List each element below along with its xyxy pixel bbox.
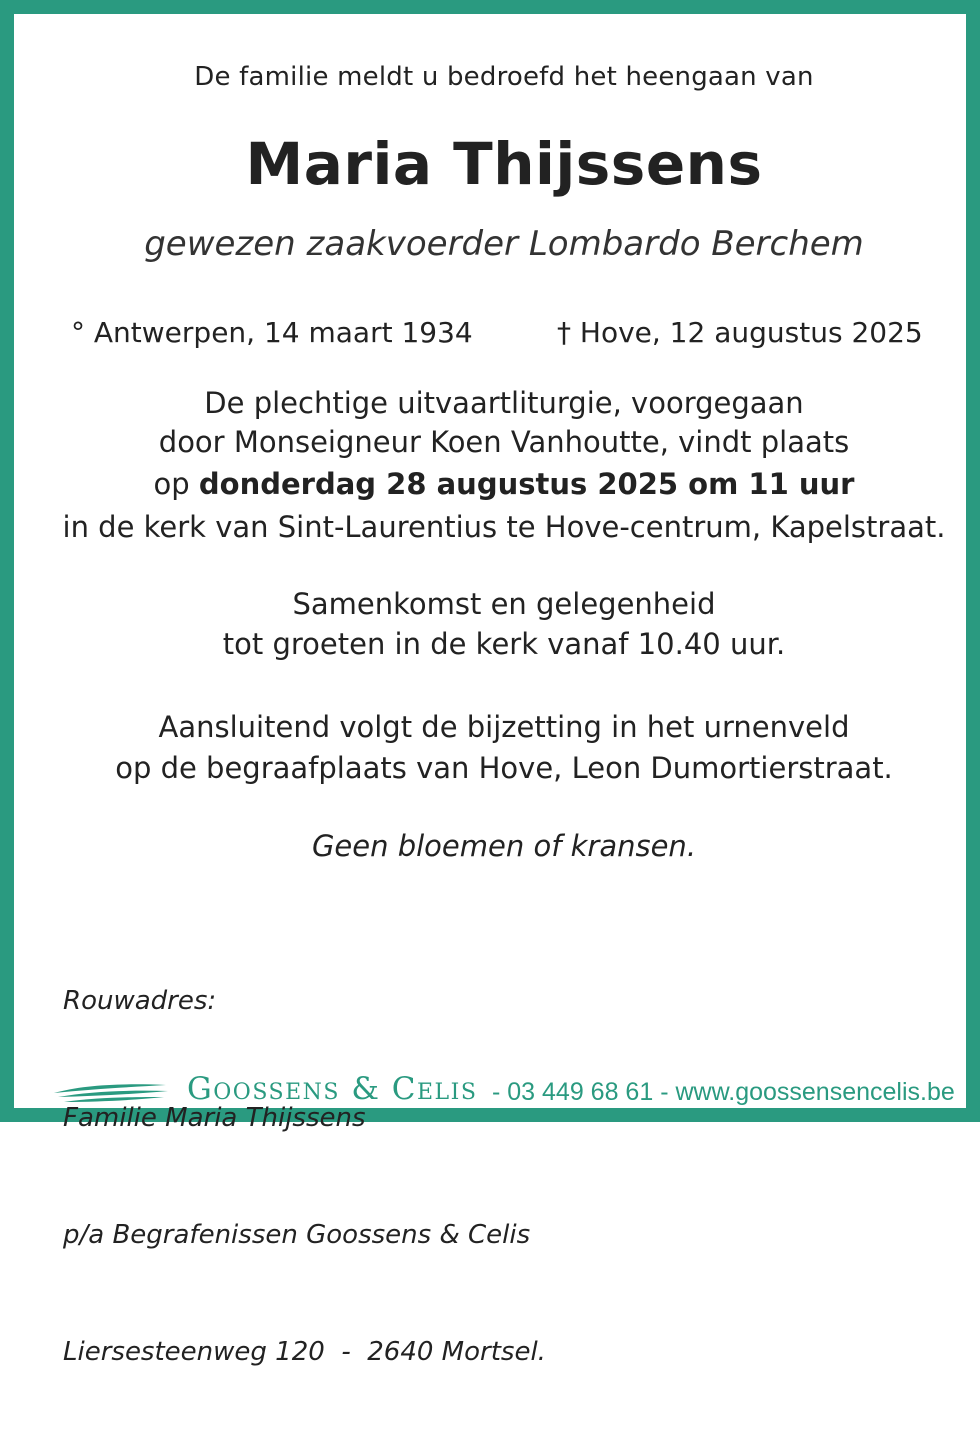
liturgy-line-4: in de kerk van Sint-Laurentius te Hove-centrum, Kapelstraat. bbox=[62, 510, 946, 544]
brand-name: Goossens & Celis bbox=[187, 1071, 478, 1107]
gathering-line-1: Samenkomst en gelegenheid bbox=[292, 587, 716, 621]
address-label: Rouwadres: bbox=[63, 986, 217, 1016]
contact-info: - 03 449 68 61 - www.goossensencelis.be bbox=[492, 1078, 955, 1106]
death-date: † Hove, 12 augustus 2025 bbox=[557, 316, 923, 349]
liturgy-line-2: door Monseigneur Koen Vanhoutte, vindt plaats bbox=[158, 425, 850, 459]
liturgy-prefix: op bbox=[153, 467, 199, 501]
deceased-name: Maria Thijssens bbox=[245, 130, 763, 198]
wave-swoosh-icon bbox=[52, 1075, 170, 1107]
address-line-3: Liersesteenweg 120 - 2640 Mortsel. bbox=[63, 1337, 546, 1367]
burial-line-1: Aansluitend volgt de bijzetting in het urnenveld bbox=[158, 710, 850, 744]
dates-row bbox=[14, 316, 980, 356]
no-flowers-note: Geen bloemen of kransen. bbox=[311, 829, 697, 863]
burial-line-2: op de begraafplaats van Hove, Leon Dumortierstraat. bbox=[115, 751, 893, 785]
gathering-line-2: tot groeten in de kerk vanaf 10.40 uur. bbox=[222, 627, 786, 661]
intro-text: De familie meldt u bedroefd het heengaan van bbox=[194, 62, 814, 92]
birth-date: ° Antwerpen, 14 maart 1934 bbox=[71, 316, 473, 349]
liturgy-line-1: De plechtige uitvaartliturgie, voorgegaan bbox=[204, 386, 804, 420]
funeral-home-footer bbox=[14, 1069, 980, 1119]
liturgy-line-3 bbox=[14, 466, 980, 503]
ceremony-datetime: donderdag 28 augustus 2025 om 11 uur bbox=[198, 467, 855, 501]
address-line-2: p/a Begrafenissen Goossens & Celis bbox=[63, 1220, 531, 1250]
deceased-role: gewezen zaakvoerder Lombardo Berchem bbox=[144, 224, 864, 264]
address-line-1: Familie Maria Thijssens bbox=[63, 1103, 366, 1133]
mourning-address bbox=[63, 904, 546, 1450]
